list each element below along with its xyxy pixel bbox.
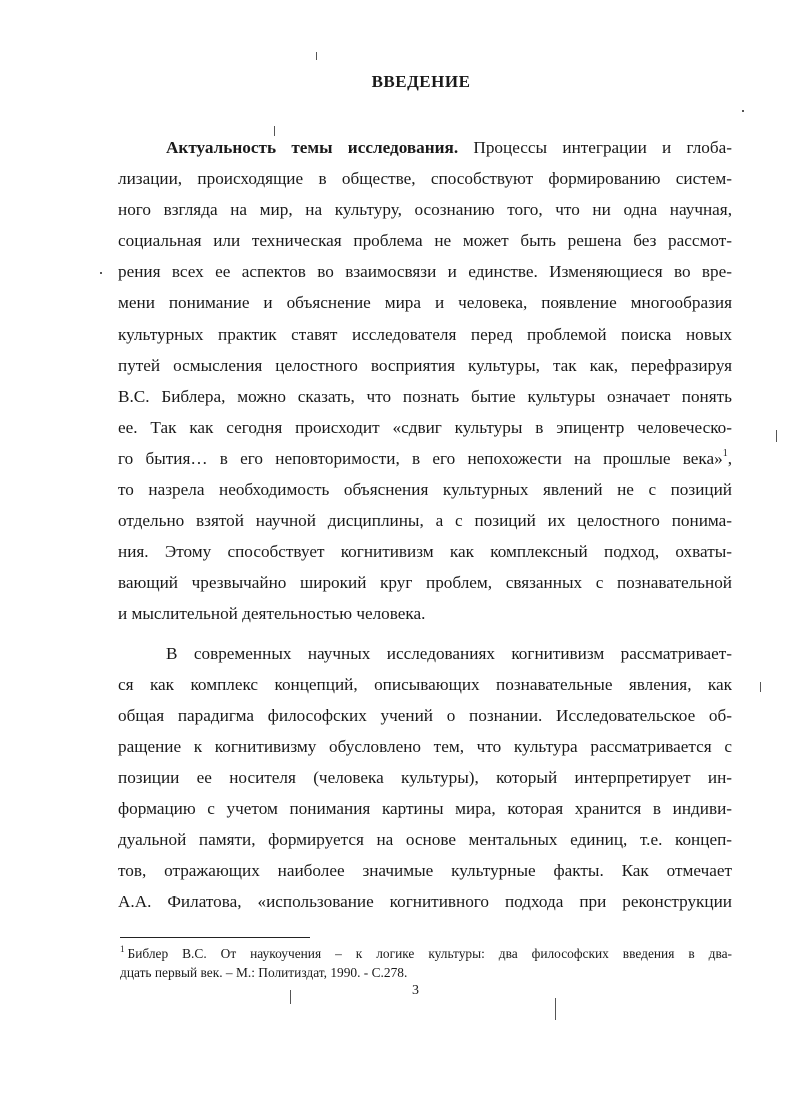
paragraph-2-line: тов, отражающих наиболее значимые культурные факты. Как отмечает	[118, 861, 732, 881]
bold-lead: Актуальность темы исследования.	[166, 138, 459, 157]
paragraph-2-line: ращение к когнитивизму обусловлено тем, что культура рассматривается с	[118, 736, 732, 756]
paragraph-1-line: В.С. Библера, можно сказать, что познать бытие культуры означает понять	[118, 386, 732, 406]
paragraph-gap	[118, 630, 732, 638]
paragraph-2-line: позиции ее носителя (человека культуры), который интерпретирует ин-	[118, 767, 732, 787]
body-text	[118, 132, 732, 917]
paragraph-1-line: ния. Этому способствует когнитивизм как комплексный подход, охваты-	[118, 542, 732, 562]
paragraph-1-line: культурных практик ставят исследователя перед проблемой поиска новых	[118, 324, 732, 344]
text-segment: ,	[727, 448, 732, 468]
footnote-mark: 1	[120, 944, 125, 954]
paragraph-1-line: и мыслительной деятельностью человека.	[118, 604, 426, 624]
chapter-title: ВВЕДЕНИЕ	[371, 72, 471, 91]
footnote	[120, 944, 732, 982]
text-segment: го бытия… в его неповторимости, в его непохожести на прошлые века»	[118, 448, 723, 468]
page-number: 3	[412, 983, 419, 998]
paragraph-2-line: дуальной памяти, формируется на основе ментальных единиц, т.е. концеп-	[118, 830, 732, 850]
paragraph-2-line: общая парадигма философских учений о познании. Исследовательское об-	[118, 705, 732, 725]
paragraph-2-line: В современных научных исследованиях когнитивизм рассматривает-	[166, 643, 732, 663]
paragraph-1-line	[118, 443, 732, 474]
paragraph-1-line	[118, 132, 732, 163]
scan-speck	[274, 126, 275, 136]
footnote-text: Библер В.С. От наукоучения – к логике культуры: два философских введения в два-	[127, 946, 732, 961]
text-segment: Процессы интеграции и глоба-	[458, 138, 732, 157]
paragraph-2-line: А.А. Филатова, «использование когнитивного подхода при реконструкции	[118, 892, 732, 912]
scan-speck	[742, 110, 744, 112]
scan-speck	[776, 430, 777, 442]
paragraph-1-line: социальная или техническая проблема не может быть решена без рассмот-	[118, 231, 732, 251]
scan-speck	[316, 52, 317, 60]
paragraph-1-line: вающий чрезвычайно широкий круг проблем, связанных с познавательной	[118, 573, 732, 593]
scan-speck	[555, 998, 556, 1020]
paragraph-1-line: путей осмысления целостного восприятия культуры, так как, перефразируя	[118, 355, 732, 375]
footnote-line: дцать первый век. – М.: Политиздат, 1990. - С.278.	[120, 965, 408, 980]
paragraph-1-line: отдельно взятой научной дисциплины, а с позиций их целостного понима-	[118, 511, 732, 531]
paragraph-1-line: лизации, происходящие в обществе, способствуют формированию систем-	[118, 169, 732, 189]
paragraph-2-line: формацию с учетом понимания картины мира, которая хранится в индиви-	[118, 798, 732, 818]
paragraph-1-line: то назрела необходимость объяснения культурных явлений не с позиций	[118, 480, 732, 500]
paragraph-1-line: мени понимание и объяснение мира и человека, появление многообразия	[118, 293, 732, 313]
paragraph-1-line: ее. Так как сегодня происходит «сдвиг культуры в эпицентр человеческо-	[118, 417, 732, 437]
footnote-separator	[120, 937, 310, 938]
scan-speck	[290, 990, 291, 1004]
scan-speck	[100, 272, 102, 274]
footnote-reference: 1	[722, 447, 728, 459]
footnote-line	[120, 944, 732, 963]
paragraph-2-line: ся как комплекс концепций, описывающих познавательные явления, как	[118, 674, 732, 694]
paragraph-1-line: ного взгляда на мир, на культуру, осознанию того, что ни одна научная,	[118, 200, 732, 220]
paragraph-1-line: рения всех ее аспектов во взаимосвязи и единстве. Изменяющиеся во вре-	[118, 262, 732, 282]
scan-speck	[760, 682, 761, 692]
